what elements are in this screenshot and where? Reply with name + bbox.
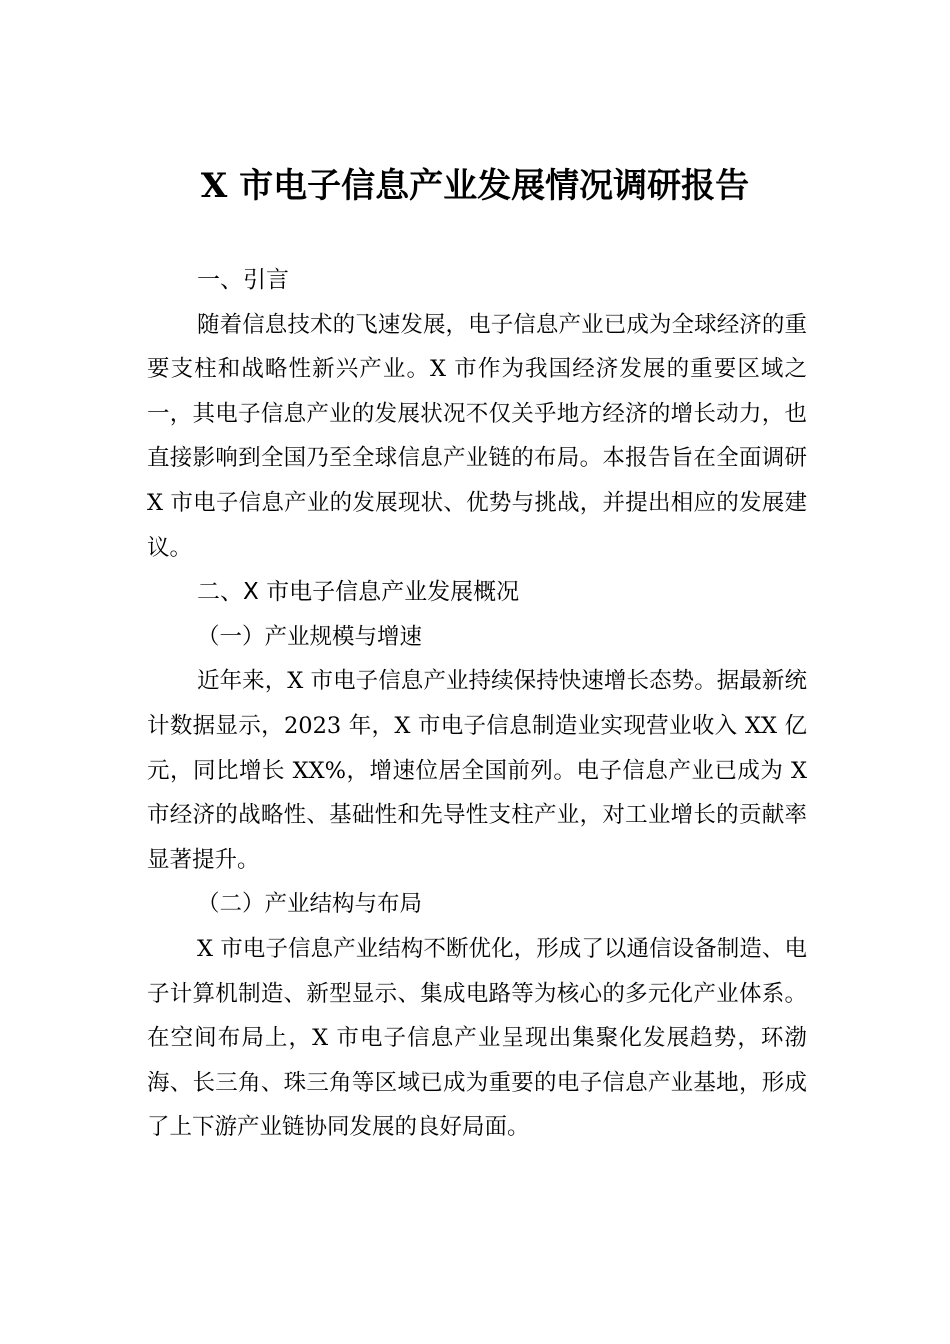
subsection-heading-scale: （一）产业规模与增速: [197, 623, 423, 650]
structure-paragraph: X 市电子信息产业结构不断优化，形成了以通信设备制造、电子计算机制造、新型显示、集成电路等为核心的多元化产业体系。在空间布局上，X 市电子信息产业呈现出集聚化发展趋势，环渤海、长三角、珠三角等区域已成为重要的电子信息产业基地，形成了上下游产业链协同发展的良好局面。: [147, 935, 807, 1141]
document-title: X 市电子信息产业发展情况调研报告: [200, 166, 750, 206]
scale-paragraph: 近年来，X 市电子信息产业持续保持快速增长态势。据最新统计数据显示，2023 年，X 市电子信息制造业实现营业收入 XX 亿元，同比增长 XX%，增速位居全国前列。电子信息产业已成为 X 市经济的战略性、基础性和先导性支柱产业，对工业增长的贡献率显著提升。: [147, 668, 807, 873]
introduction-paragraph: 随着信息技术的飞速发展，电子信息产业已成为全球经济的重要支柱和战略性新兴产业。X 市作为我国经济发展的重要区域之一，其电子信息产业的发展状况不仅关乎地方经济的增长动力，也直接影响到全国乃至全球信息产业链的布局。本报告旨在全面调研 X 市电子信息产业的发展现状、优势与挑战，并提出相应的发展建议。: [147, 311, 807, 561]
section-heading-overview: 二、X 市电子信息产业发展概况: [197, 579, 520, 606]
document-body: [147, 258, 807, 1150]
section-heading-introduction: 一、引言: [197, 267, 289, 293]
subsection-heading-structure: （二）产业结构与布局: [197, 891, 423, 918]
